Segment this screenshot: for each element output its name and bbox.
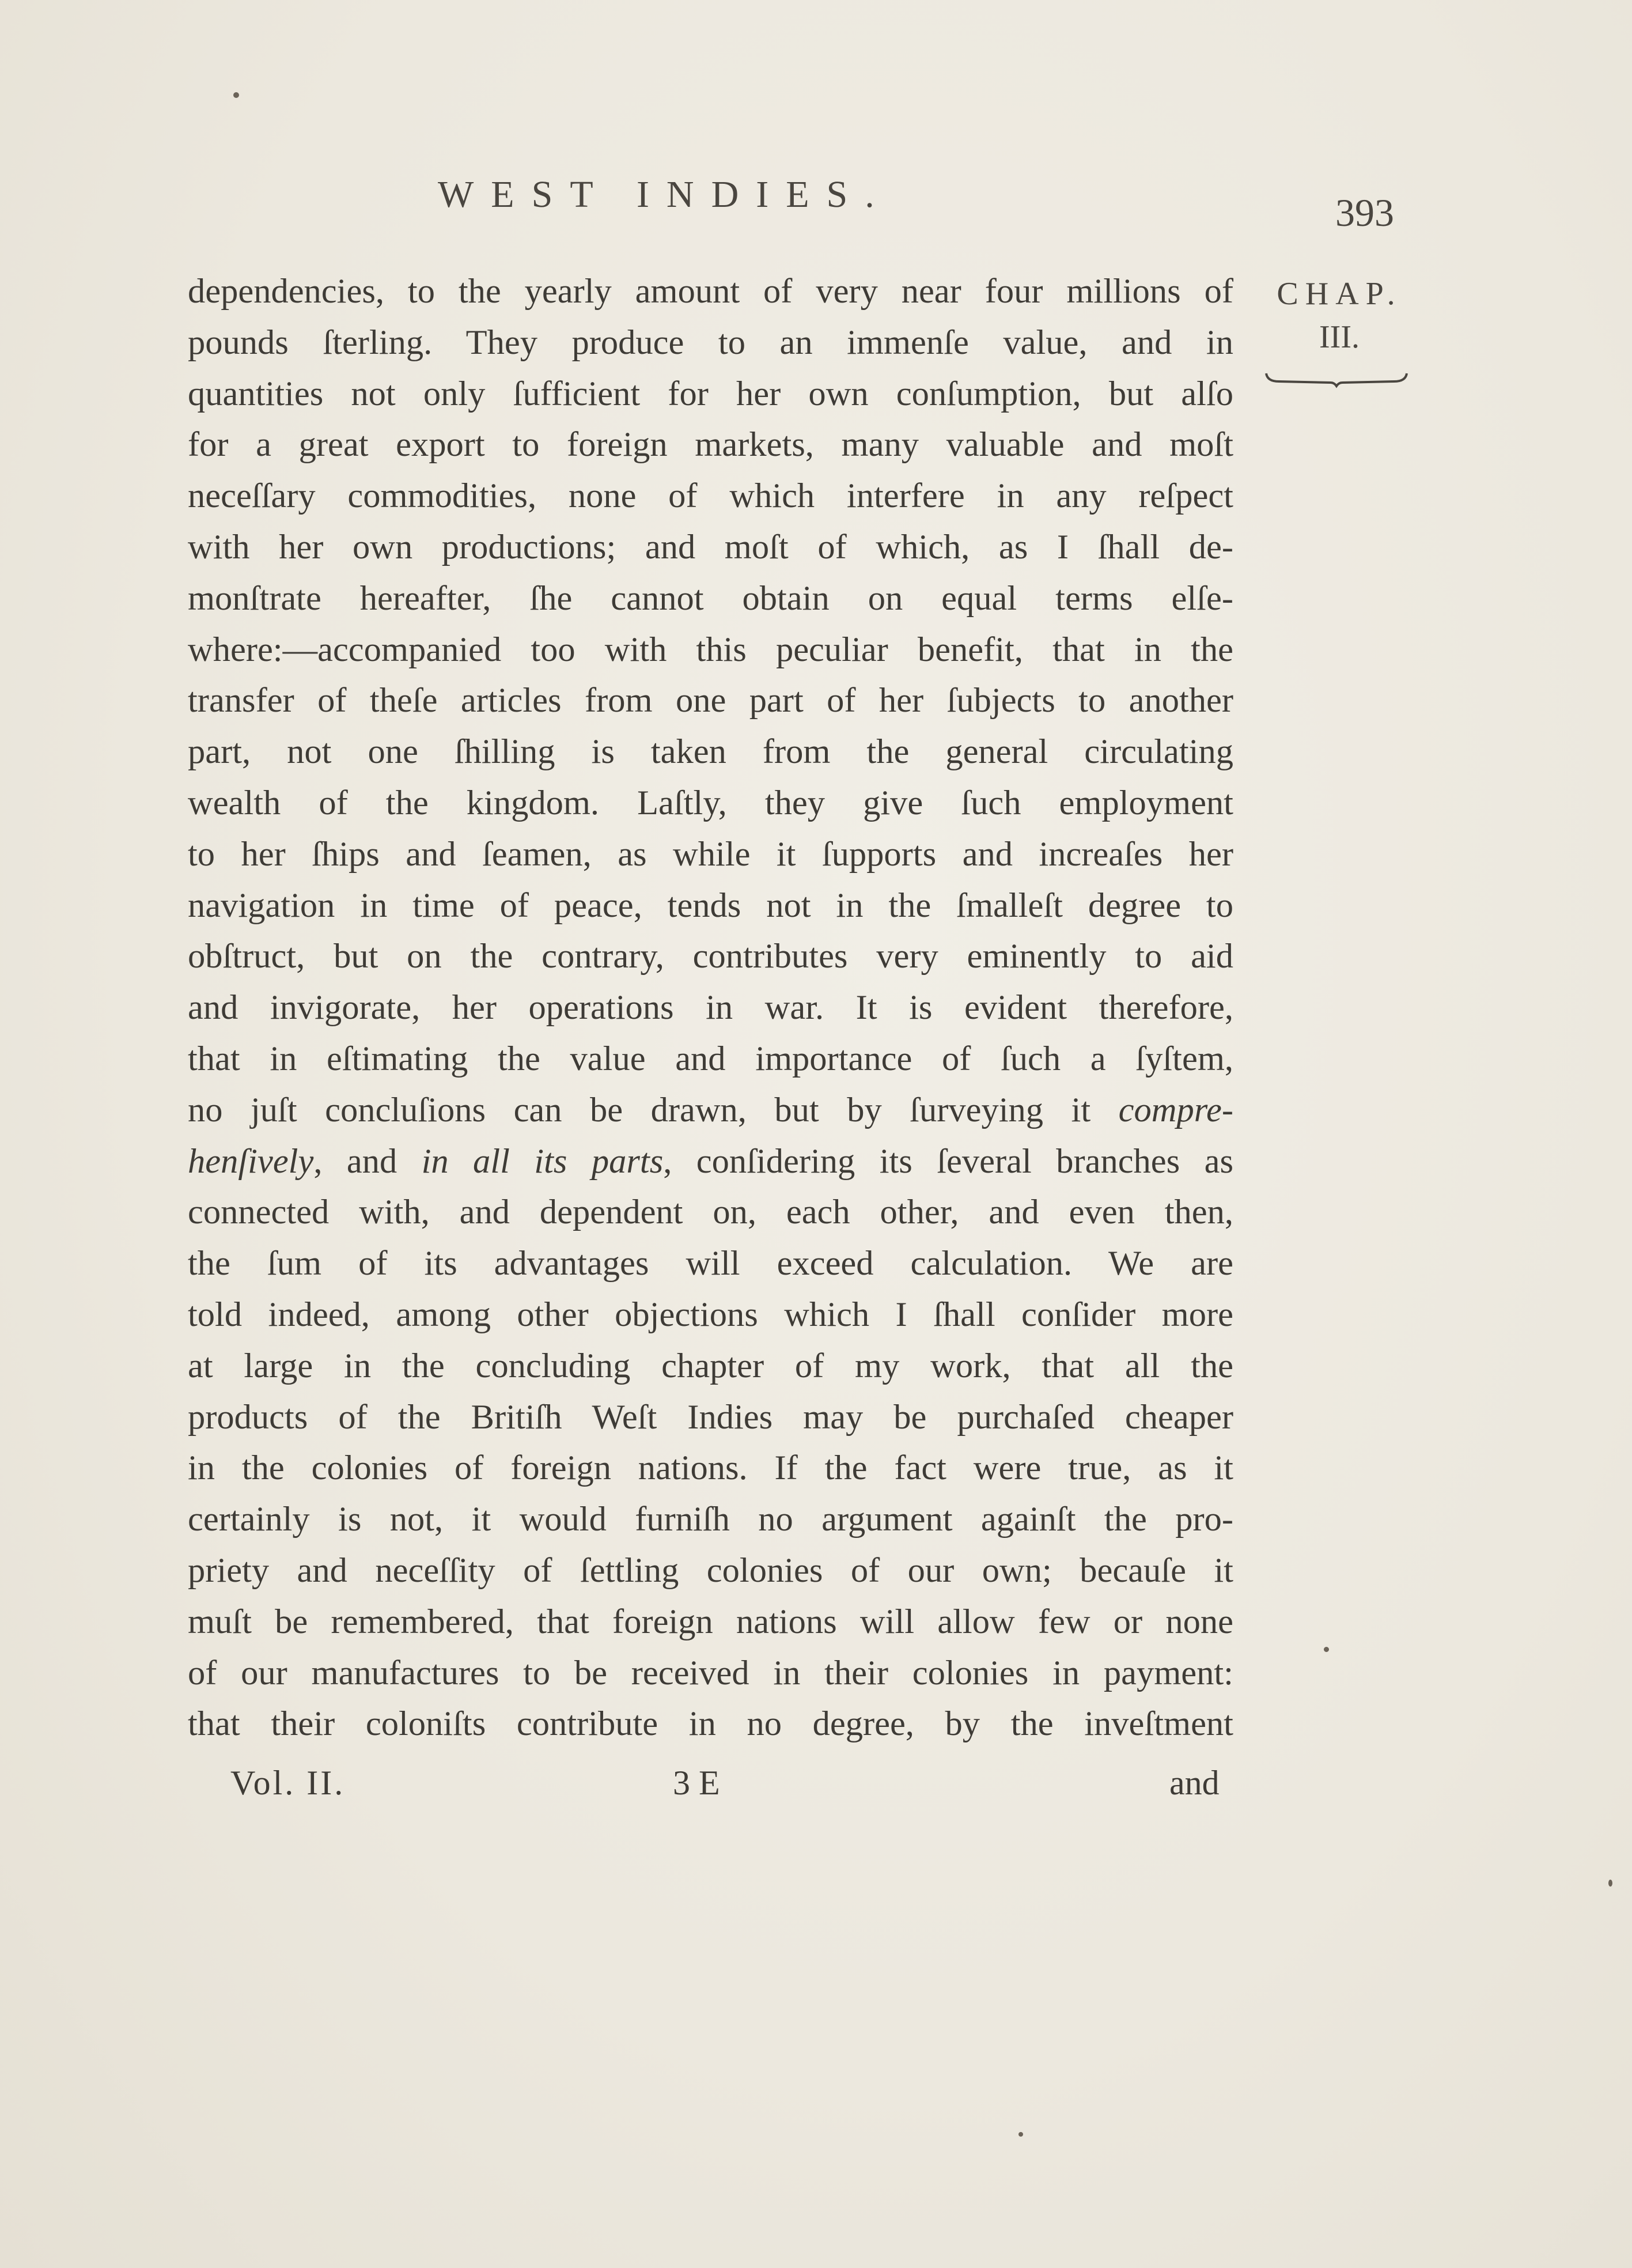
text-segment: dependencies, to the yearly amount of very near four millions of [188,272,1233,311]
text-segment: neceſſary commodities, none of which interfere in any reſpect [188,477,1233,516]
text-segment: with her own productions; and moſt of which, as I ſhall de- [188,527,1233,566]
text-segment: , and [313,1141,422,1181]
text-segment: certainly is not, it would furniſh no argument againſt the pro- [188,1500,1233,1539]
text-line [188,880,1233,932]
text-segment: at large in the concluding chapter of my work, that all the [188,1346,1233,1385]
text-segment: part, not one ſhilling is taken from the general circulating [188,732,1233,772]
text-line [188,369,1233,420]
text-line [188,1085,1233,1136]
text-segment: to her ſhips and ſeamen, as while it ſupports and increaſes her [188,834,1233,874]
text-line [188,1392,1233,1443]
text-line [188,778,1233,829]
text-segment: priety and neceſſity of ſettling colonies of our own; becauſe it [188,1551,1233,1590]
text-segment: and invigorate, her operations in war. It is evident therefore, [188,988,1233,1027]
text-line [188,1341,1233,1392]
text-line [188,1290,1233,1341]
text-segment: monſtrate hereafter, ſhe cannot obtain on equal terms elſe- [188,579,1233,618]
italic-text: henſively [188,1141,314,1181]
paper-speck [1018,2132,1023,2137]
margin-brace-ornament [1262,369,1411,392]
paper-speck [1324,1647,1329,1652]
text-segment: connected with, and dependent on, each other, and even then, [188,1193,1233,1232]
running-title: WEST INDIES. [438,173,892,216]
text-line [188,266,1233,317]
text-line [188,982,1233,1034]
text-line [188,419,1233,471]
text-line [188,1238,1233,1290]
text-segment: muſt be remembered, that foreign nations will allow few or none [188,1602,1233,1641]
text-line [188,931,1233,982]
text-segment: that their coloniſts contribute in no degree, by the inveſtment [188,1704,1233,1744]
text-line [188,1648,1233,1699]
text-segment: pounds ſterling. They produce to an immenſe value, and in [188,323,1233,362]
text-segment: of our manufactures to be received in their colonies in payment: [188,1653,1233,1692]
text-segment: , conſidering its ſeveral branches as [663,1141,1233,1181]
body-text [188,266,1233,1750]
text-segment: where:—accompanied too with this peculiar benefit, that in the [188,630,1233,669]
text-line [188,1494,1233,1545]
chapter-margin-note [1264,271,1414,357]
text-line [188,829,1233,880]
italic-text: compre- [1118,1090,1233,1129]
text-segment: transfer of theſe articles from one part of her ſubjects to another [188,681,1233,720]
text-segment: that in eſtimating the value and importance of ſuch a ſyſtem, [188,1039,1233,1078]
text-line [188,1187,1233,1238]
text-segment: in the colonies of foreign nations. If the fact were true, as it [188,1449,1233,1488]
text-line [188,573,1233,625]
catchword: and [1169,1764,1220,1802]
chapter-number: III. [1319,319,1360,355]
text-segment: obſtruct, but on the contrary, contributes very eminently to aid [188,937,1233,976]
paper-speck [1608,1880,1612,1887]
text-segment: quantities not only ſufficient for her own conſumption, but alſo [188,374,1233,413]
page-number: 393 [1335,191,1394,235]
italic-text: in all its parts [421,1141,664,1181]
text-line [188,317,1233,369]
text-segment: no juſt concluſions can be drawn, but by ſurveying it [188,1090,1119,1129]
text-segment: products of the Britiſh Weſt Indies may be purchaſed cheaper [188,1397,1233,1437]
text-line [188,1545,1233,1597]
text-segment: the ſum of its advantages will exceed calculation. We are [188,1244,1233,1283]
text-segment: for a great export to foreign markets, many valuable and moſt [188,425,1233,464]
text-segment: navigation in time of peace, tends not in the ſmalleſt degree to [188,886,1233,925]
text-line [188,471,1233,522]
paper-speck [233,92,239,98]
chapter-label: CHAP. [1277,276,1402,312]
text-line [188,1443,1233,1494]
text-line [188,1034,1233,1085]
text-line [188,1136,1233,1188]
text-line [188,1597,1233,1648]
text-line [188,522,1233,573]
signature-mark: 3 E [673,1764,720,1802]
text-line [188,1699,1233,1750]
text-segment: wealth of the kingdom. Laſtly, they give ſuch employment [188,783,1233,822]
text-segment: told indeed, among other objections which I ſhall conſider more [188,1295,1233,1334]
text-line [188,625,1233,676]
text-line [188,727,1233,778]
text-line [188,675,1233,727]
volume-mark: Vol. II. [230,1764,346,1802]
